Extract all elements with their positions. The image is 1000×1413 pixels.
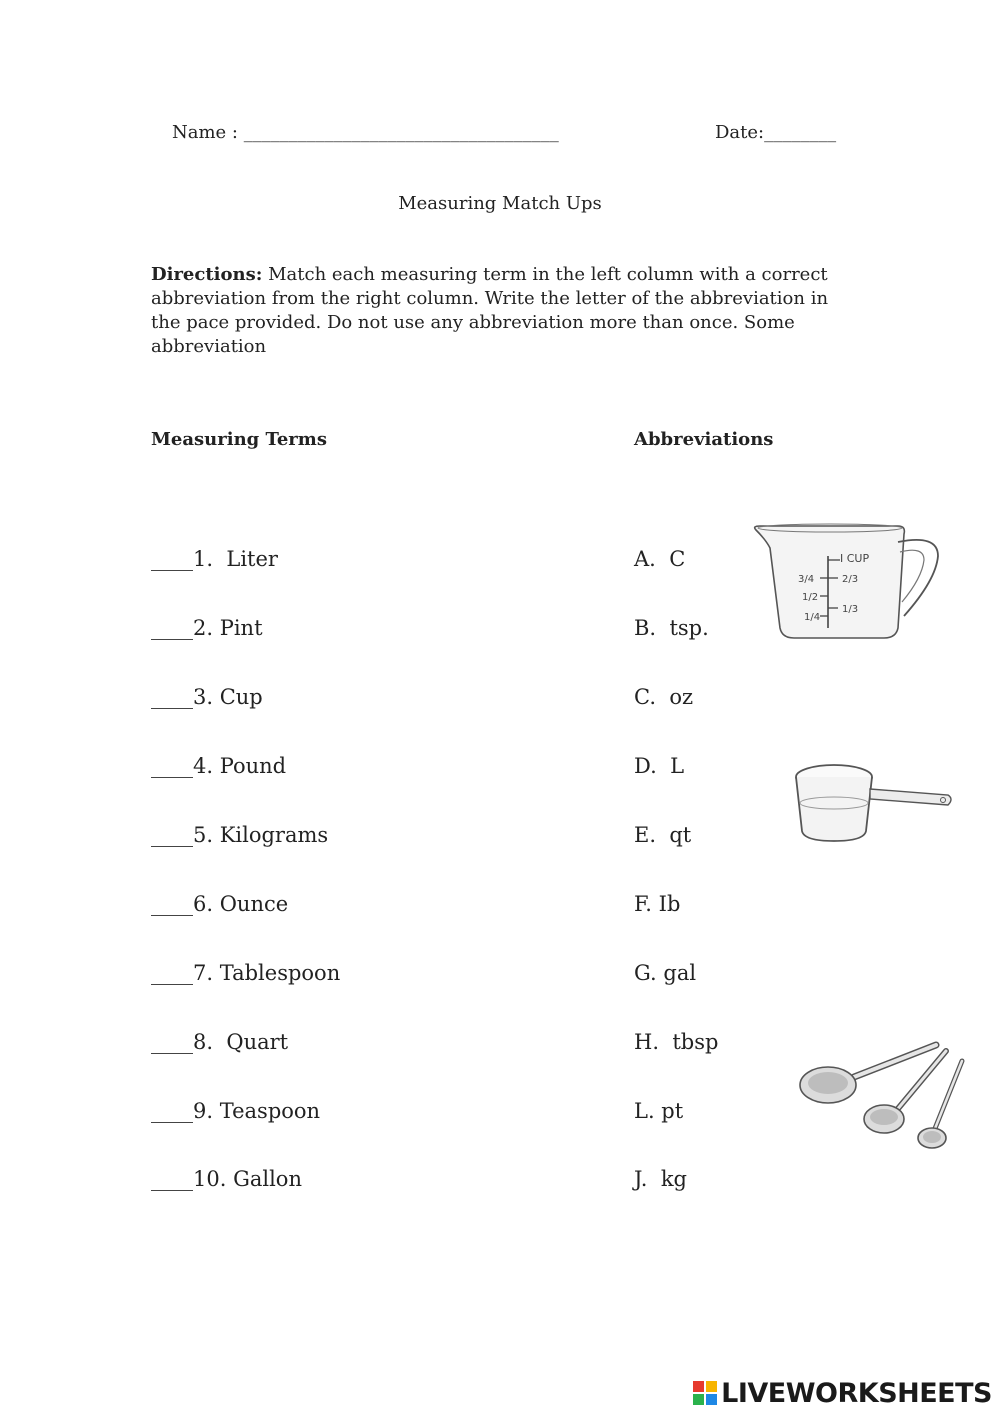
abbreviation-item: D. L bbox=[634, 754, 685, 778]
liveworksheets-logo[interactable] bbox=[693, 1376, 992, 1410]
term-item[interactable]: ____6. Ounce bbox=[151, 892, 289, 916]
abbreviation-item: C. oz bbox=[634, 685, 694, 709]
dry-measuring-cup-illustration bbox=[790, 755, 960, 865]
cup-mark-1-2: 1/2 bbox=[802, 592, 819, 603]
cup-mark-3-4: 3/4 bbox=[798, 574, 815, 585]
worksheet-title: Measuring Match Ups bbox=[398, 193, 602, 214]
cup-mark-1cup: I CUP bbox=[840, 552, 870, 565]
term-item[interactable]: ____1. Liter bbox=[151, 547, 278, 571]
directions-paragraph bbox=[151, 263, 851, 359]
abbreviation-item: B. tsp. bbox=[634, 616, 709, 640]
cup-mark-2-3: 2/3 bbox=[842, 574, 859, 585]
cup-mark-1-3: 1/3 bbox=[842, 604, 859, 615]
measuring-terms-heading: Measuring Terms bbox=[151, 429, 327, 450]
term-item[interactable]: ____2. Pint bbox=[151, 616, 263, 640]
directions-label: Directions: bbox=[151, 264, 263, 285]
term-item[interactable]: ____3. Cup bbox=[151, 685, 263, 709]
liveworksheets-logo-icon bbox=[693, 1381, 717, 1405]
term-item[interactable]: ____9. Teaspoon bbox=[151, 1099, 321, 1123]
measuring-spoons-illustration bbox=[796, 1035, 971, 1155]
abbreviation-item: L. pt bbox=[634, 1099, 684, 1123]
abbreviation-item: H. tbsp bbox=[634, 1030, 719, 1054]
term-item[interactable]: ____10. Gallon bbox=[151, 1167, 302, 1191]
directions-text: Match each measuring term in the left column with a correct abbreviation from the right column. Write the letter of the abbreviation in the pace provided. Do not use any abbreviation more than once. Some abbreviation bbox=[151, 264, 829, 357]
logo-square bbox=[706, 1381, 717, 1392]
term-item[interactable]: ____5. Kilograms bbox=[151, 823, 329, 847]
logo-square bbox=[693, 1394, 704, 1405]
liveworksheets-logo-text: LIVEWORKSHEETS bbox=[721, 1377, 992, 1409]
logo-square bbox=[706, 1394, 717, 1405]
abbreviation-item: E. qt bbox=[634, 823, 692, 847]
abbreviations-heading: Abbreviations bbox=[634, 429, 774, 450]
term-item[interactable]: ____8. Quart bbox=[151, 1030, 289, 1054]
logo-square bbox=[693, 1381, 704, 1392]
cup-mark-1-4: 1/4 bbox=[804, 612, 821, 623]
abbreviation-item: G. gal bbox=[634, 961, 697, 985]
measuring-cup-illustration bbox=[748, 520, 948, 650]
date-field[interactable]: Date:________ bbox=[715, 122, 837, 143]
name-field[interactable]: Name : ___________________________________ bbox=[172, 122, 559, 143]
abbreviation-item: F. Ib bbox=[634, 892, 681, 916]
abbreviation-item: A. C bbox=[634, 547, 686, 571]
term-item[interactable]: ____4. Pound bbox=[151, 754, 287, 778]
term-item[interactable]: ____7. Tablespoon bbox=[151, 961, 341, 985]
abbreviation-item: J. kg bbox=[634, 1167, 687, 1191]
